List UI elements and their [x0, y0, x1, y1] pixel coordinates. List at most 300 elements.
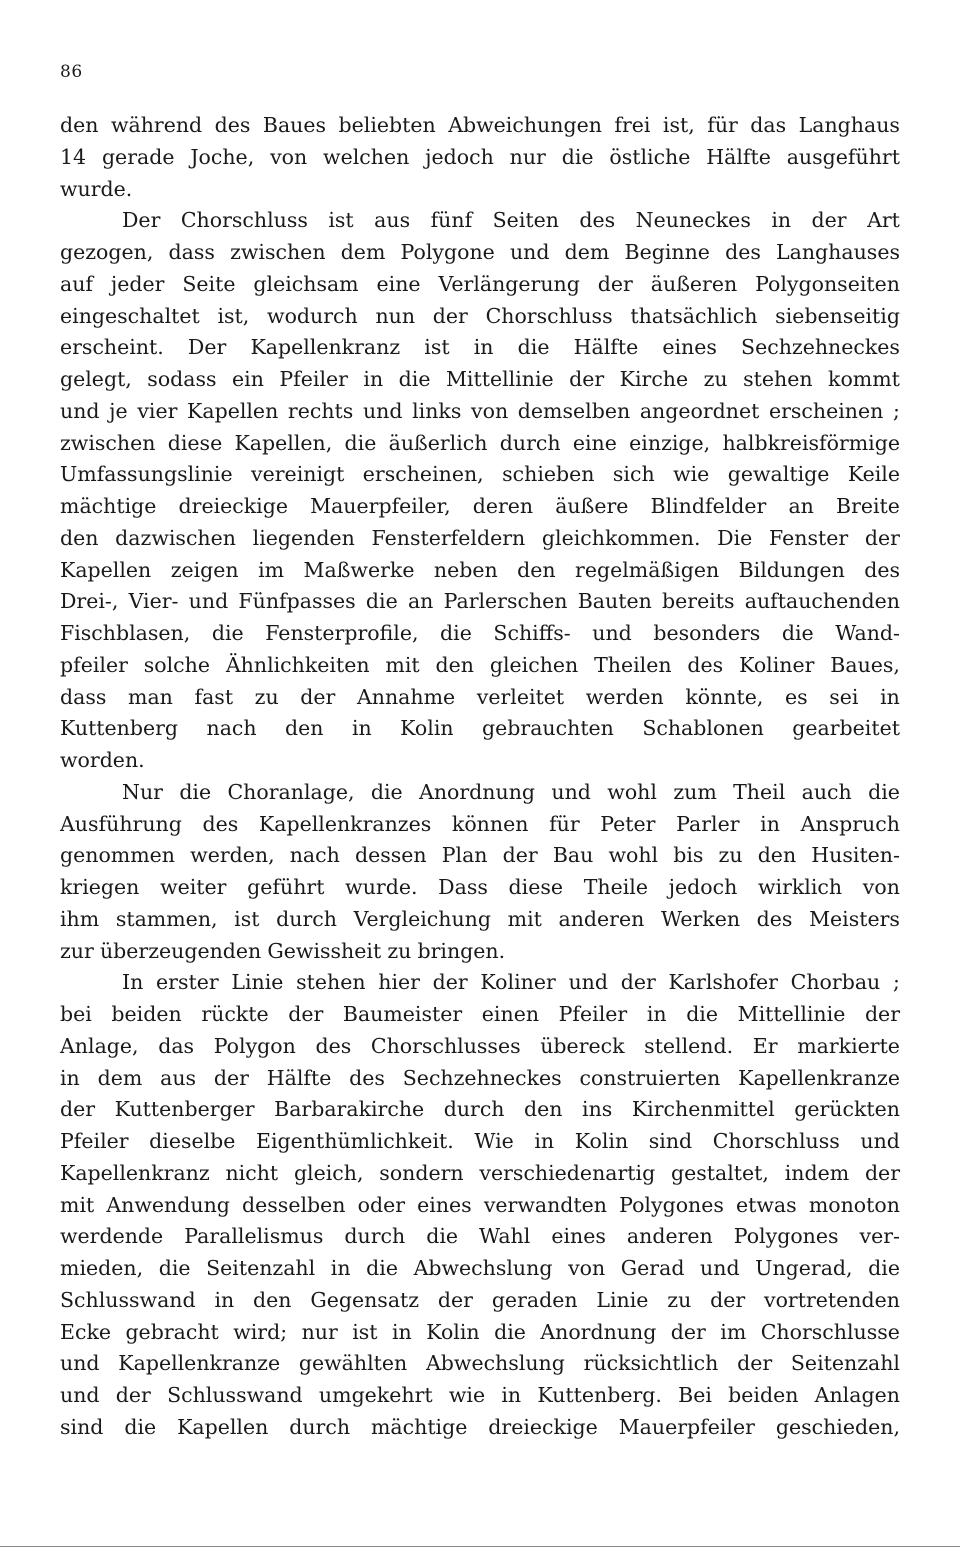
- text-word: die: [517, 335, 550, 360]
- text-word: und: [592, 621, 632, 645]
- text-word: Kirche: [619, 367, 689, 391]
- text-word: Theile: [583, 875, 648, 899]
- text-word: Gegensatz: [310, 1287, 420, 1312]
- text-word: den: [285, 716, 324, 741]
- text-word: ist,: [662, 113, 695, 137]
- text-word: geraden: [491, 1287, 578, 1312]
- text-word: Seitenzahl: [790, 1351, 900, 1376]
- text-word: beliebten: [338, 113, 436, 137]
- text-line: [60, 809, 900, 841]
- text-word: in: [534, 1129, 555, 1153]
- text-word: eine: [572, 430, 617, 455]
- text-word: geschieden,: [775, 1414, 900, 1439]
- text-word: von: [471, 398, 509, 423]
- text-word: eingeschaltet: [60, 303, 200, 328]
- text-line: [60, 1063, 900, 1095]
- text-word: könnte,: [685, 684, 764, 709]
- text-word: der: [620, 970, 656, 995]
- text-word: Kuttenberg: [60, 716, 179, 741]
- text-word: desselben: [242, 1192, 346, 1217]
- text-word: ist: [352, 1319, 378, 1344]
- text-word: Bei: [678, 1383, 712, 1407]
- text-word: diese: [167, 430, 223, 455]
- text-line: [60, 142, 900, 174]
- text-word: wurde.: [60, 176, 133, 201]
- text-word: Husiten-: [811, 843, 900, 868]
- text-word: der: [115, 1383, 151, 1407]
- text-word: zwischen: [230, 240, 326, 264]
- text-word: und: [509, 240, 550, 264]
- text-line: [60, 332, 900, 364]
- text-word: die: [494, 1319, 526, 1344]
- text-word: eines: [417, 1192, 472, 1217]
- text-word: den: [60, 113, 99, 137]
- text-word: die: [366, 1256, 398, 1280]
- text-line: [60, 967, 900, 999]
- text-word: der: [300, 684, 336, 709]
- text-word: die: [124, 1414, 157, 1439]
- text-word: Kapellenkranze: [738, 1065, 900, 1090]
- text-word: in: [473, 335, 494, 360]
- text-word: pfeiler: [60, 652, 128, 677]
- text-line: [60, 364, 900, 396]
- text-word: bei: [60, 1002, 92, 1026]
- text-word: Drei-,: [60, 589, 119, 614]
- text-word: den: [435, 652, 474, 677]
- text-word: jeder: [110, 271, 165, 296]
- text-word: Mauerpfeiler,: [310, 494, 451, 518]
- text-word: Mauerpfeiler: [618, 1414, 755, 1439]
- text-word: durch: [499, 430, 561, 455]
- text-word: Barbarakirche: [274, 1097, 425, 1122]
- text-word: die: [440, 621, 472, 645]
- text-word: mit: [507, 906, 542, 931]
- text-word: Anlage,: [60, 1033, 139, 1058]
- text-word: nach: [206, 716, 257, 741]
- text-word: Wahl: [479, 1224, 531, 1249]
- text-word: kommt: [828, 367, 900, 391]
- text-word: den: [757, 843, 797, 868]
- text-word: eines: [662, 335, 717, 360]
- text-word: Anordnung: [540, 1319, 657, 1344]
- text-line: [60, 491, 900, 523]
- text-line: [60, 650, 900, 682]
- text-word: des: [315, 1033, 352, 1058]
- text-word: mit: [60, 1192, 95, 1217]
- text-word: dem: [564, 240, 610, 264]
- text-word: Langhauses: [776, 240, 900, 264]
- text-word: Kapellen,: [234, 430, 333, 455]
- text-word: deren: [472, 494, 534, 518]
- text-word: Chorbau: [790, 970, 881, 995]
- text-word: zwischen: [60, 430, 156, 455]
- text-word: der: [569, 367, 605, 391]
- text-word: dieselbe: [149, 1129, 236, 1153]
- text-word: Kapellenkranzes: [258, 811, 432, 836]
- text-word: Ähnlichkeiten: [225, 652, 370, 677]
- text-word: dass: [168, 240, 215, 264]
- text-word: gleichen: [489, 652, 579, 677]
- text-word: und: [60, 398, 100, 423]
- text-word: gleich,: [293, 1160, 364, 1185]
- text-word: Abweichungen: [448, 113, 602, 137]
- text-word: vier: [137, 398, 178, 423]
- text-word: des: [725, 240, 761, 264]
- text-line: [60, 618, 900, 650]
- text-word: auftauchenden: [744, 589, 900, 614]
- text-word: aus: [374, 208, 411, 233]
- text-word: Wand-: [835, 621, 900, 645]
- text-word: Pfeiler: [279, 367, 348, 391]
- text-word: dreieckige: [178, 494, 288, 518]
- text-word: eines: [551, 1224, 606, 1249]
- text-line: [60, 1317, 900, 1349]
- text-line: [60, 745, 900, 777]
- text-line: [60, 1348, 900, 1380]
- text-word: äußerlich: [388, 430, 488, 455]
- text-word: Abwechslung: [413, 1256, 553, 1280]
- text-word: Baues,: [830, 652, 900, 677]
- text-word: solche: [143, 652, 210, 677]
- text-word: der: [432, 303, 468, 328]
- text-word: zur: [60, 938, 94, 963]
- text-word: diese: [508, 875, 564, 899]
- text-word: Wie: [474, 1129, 514, 1153]
- text-word: der: [864, 525, 900, 550]
- text-word: Choranlage,: [227, 779, 355, 804]
- text-word: Kapellenkranz: [250, 335, 401, 360]
- text-word: jedoch: [668, 875, 738, 899]
- text-word: 14: [60, 144, 87, 169]
- text-word: können: [451, 811, 529, 836]
- text-word: die: [868, 779, 900, 804]
- text-word: der: [811, 208, 847, 233]
- text-word: wohl: [608, 843, 659, 868]
- text-word: Polygones: [619, 1192, 724, 1217]
- text-word: wohl: [607, 779, 657, 804]
- text-word: Kolin: [426, 1319, 480, 1344]
- text-word: während: [110, 113, 203, 137]
- text-word: die: [781, 621, 814, 645]
- text-word: Kapellen: [187, 398, 279, 423]
- text-word: nicht: [225, 1160, 279, 1185]
- text-word: Fensterprofile,: [265, 621, 419, 645]
- text-word: Parler: [676, 811, 740, 836]
- text-word: den: [524, 1097, 563, 1122]
- text-word: Pfeiler: [558, 1002, 628, 1026]
- text-word: gleichsam: [253, 271, 359, 296]
- text-word: zu: [703, 367, 728, 391]
- text-word: von: [568, 1256, 606, 1280]
- text-word: Parlerschen: [443, 589, 568, 614]
- text-word: Kirchenmittel: [631, 1097, 775, 1122]
- text-line: [60, 428, 900, 460]
- text-word: rechts: [287, 398, 354, 423]
- text-word: der: [864, 1160, 900, 1185]
- text-word: man: [128, 684, 173, 709]
- text-word: nur: [301, 1319, 338, 1344]
- text-word: worden.: [60, 748, 145, 772]
- text-line: [60, 1412, 900, 1444]
- text-word: gleichkommen.: [541, 525, 701, 550]
- page-number: 86: [60, 62, 83, 82]
- text-word: die: [561, 144, 594, 169]
- text-word: In: [122, 970, 144, 995]
- text-word: ist: [328, 208, 354, 233]
- text-word: die: [158, 1256, 191, 1280]
- text-word: erscheinen: [768, 398, 884, 423]
- text-word: und: [860, 1129, 900, 1153]
- text-word: sondern: [379, 1160, 464, 1185]
- text-word: des: [864, 557, 900, 582]
- text-word: des: [349, 1065, 385, 1090]
- text-line: [60, 999, 900, 1031]
- text-word: welchen: [323, 144, 410, 169]
- text-word: des: [579, 208, 616, 233]
- text-line: [60, 904, 900, 936]
- text-word: angeordnet: [639, 398, 760, 423]
- text-line: [60, 1253, 900, 1285]
- text-word: gerade: [101, 144, 175, 169]
- text-word: gerückten: [794, 1097, 900, 1122]
- text-word: Keile: [847, 462, 900, 487]
- text-word: erscheinen,: [362, 462, 484, 487]
- text-word: Seite: [182, 271, 236, 296]
- text-word: Fenster: [769, 525, 849, 550]
- text-word: Werken: [660, 906, 741, 931]
- text-word: der: [710, 1287, 746, 1312]
- text-word: in: [330, 1256, 351, 1280]
- text-word: gearbeitet: [792, 716, 900, 741]
- text-word: die: [398, 367, 431, 391]
- text-word: verschiedenartig: [479, 1160, 656, 1185]
- text-word: und: [362, 398, 403, 423]
- text-line: [60, 713, 900, 745]
- text-word: ver-: [859, 1224, 900, 1249]
- text-word: in: [646, 1002, 667, 1026]
- text-word: ist,: [217, 303, 250, 328]
- text-word: besonders: [653, 621, 761, 645]
- text-word: der: [60, 1097, 96, 1122]
- text-word: Baues: [262, 113, 327, 137]
- text-word: Blindfelder: [650, 494, 767, 518]
- text-word: ist: [424, 335, 450, 360]
- text-word: Fischblasen,: [60, 621, 191, 645]
- text-word: Er: [752, 1033, 778, 1058]
- text-word: Parallelismus: [184, 1224, 324, 1249]
- text-word: durch: [344, 1224, 406, 1249]
- text-word: wie: [673, 462, 710, 487]
- text-word: rücksichtlich: [583, 1351, 719, 1376]
- text-word: stehen: [296, 970, 366, 995]
- text-word: Beginne: [624, 240, 710, 264]
- text-word: der: [288, 1002, 324, 1026]
- text-word: Kapellenkranz: [60, 1160, 210, 1185]
- text-word: Karlshofer: [668, 970, 778, 995]
- text-word: des: [214, 113, 251, 137]
- text-word: durch: [289, 1414, 351, 1439]
- text-line: [60, 586, 900, 618]
- text-line: [60, 110, 900, 142]
- text-word: werden,: [190, 843, 275, 868]
- text-line: [60, 840, 900, 872]
- text-word: sodass: [147, 367, 217, 391]
- text-word: Bau: [552, 843, 594, 868]
- text-word: anderen: [626, 1224, 713, 1249]
- text-word: stammen,: [115, 906, 218, 931]
- text-word: Chorschlusses: [370, 1033, 521, 1058]
- text-word: Kolin: [574, 1129, 629, 1153]
- text-word: Dass: [438, 875, 488, 899]
- text-word: dem: [97, 1065, 143, 1090]
- text-word: Nur: [122, 779, 163, 804]
- text-word: nach: [289, 843, 340, 868]
- text-word: sich: [612, 462, 655, 487]
- text-word: Koliner: [480, 970, 556, 995]
- text-line: [60, 237, 900, 269]
- text-word: Neuneckes: [635, 208, 751, 233]
- text-word: hier: [378, 970, 420, 995]
- text-word: Chorschluss: [712, 1129, 840, 1153]
- text-line: [60, 1380, 900, 1412]
- text-word: Mittellinie: [737, 1002, 846, 1026]
- text-word: frei: [614, 113, 651, 137]
- text-word: in: [214, 1287, 235, 1312]
- text-word: je: [109, 398, 128, 423]
- text-word: ihm: [60, 906, 100, 931]
- text-word: siebenseitig: [775, 303, 900, 328]
- text-word: Linie: [231, 970, 284, 995]
- text-word: gezogen,: [60, 240, 154, 264]
- text-word: markierte: [797, 1033, 900, 1058]
- text-word: Kuttenberger: [114, 1097, 255, 1122]
- text-word: Polygonseiten: [755, 271, 900, 296]
- text-word: Bildungen: [738, 557, 845, 582]
- text-word: Ecke: [60, 1319, 111, 1344]
- text-word: es: [785, 684, 808, 709]
- text-line: [60, 459, 900, 491]
- text-word: Chorschluss: [180, 208, 308, 233]
- text-word: wird;: [233, 1319, 288, 1344]
- text-word: die: [211, 621, 244, 645]
- text-word: der: [864, 1002, 900, 1026]
- text-word: durch: [276, 906, 337, 931]
- text-word: von: [270, 144, 308, 169]
- text-word: Polygones: [733, 1224, 839, 1249]
- text-word: bereits: [662, 589, 735, 614]
- text-word: Hälfte: [266, 1065, 332, 1090]
- text-word: und: [60, 1351, 100, 1376]
- text-word: fünf: [430, 208, 473, 233]
- text-line: [60, 1285, 900, 1317]
- text-word: übereck: [540, 1033, 625, 1058]
- text-word: bis: [673, 843, 704, 868]
- text-word: ausgeführt: [786, 144, 900, 169]
- text-word: der: [737, 1351, 773, 1376]
- text-word: mächtige: [370, 1414, 468, 1439]
- text-word: halbkreisförmige: [722, 430, 900, 455]
- text-word: in: [501, 1383, 522, 1407]
- text-word: des: [756, 906, 793, 931]
- text-word: von: [862, 875, 900, 899]
- text-line: [60, 174, 900, 206]
- text-word: äußere: [555, 494, 629, 518]
- text-word: Art: [867, 208, 900, 233]
- text-word: wirklich: [757, 875, 843, 899]
- text-word: oder: [357, 1192, 406, 1217]
- text-line: [60, 682, 900, 714]
- text-word: Mittellinie: [445, 367, 554, 391]
- text-word: beiden: [728, 1383, 799, 1407]
- text-word: thatsächlich: [630, 303, 758, 328]
- text-word: nur: [509, 144, 546, 169]
- text-word: sind: [648, 1129, 693, 1153]
- text-word: indem: [784, 1160, 850, 1185]
- text-word: Theilen: [594, 652, 672, 677]
- text-word: Schlusswand: [167, 1383, 303, 1407]
- text-word: in: [351, 716, 372, 741]
- text-word: Kolin: [400, 716, 454, 741]
- text-word: erscheint.: [60, 335, 164, 360]
- text-word: neben: [433, 557, 498, 582]
- text-word: jedoch: [425, 144, 494, 169]
- text-word: Schablonen: [642, 716, 764, 741]
- text-word: construierten: [579, 1065, 721, 1090]
- text-word: gelegt,: [60, 367, 132, 391]
- text-word: Sechzehneckes: [402, 1065, 562, 1090]
- text-word: Der: [122, 208, 161, 233]
- text-word: Chorschlusse: [760, 1319, 900, 1344]
- text-word: Plan: [441, 843, 488, 868]
- text-word: zeigen: [170, 557, 239, 582]
- text-line: [60, 269, 900, 301]
- text-word: die: [179, 779, 212, 804]
- text-word: Linie: [596, 1287, 649, 1312]
- text-word: sind: [60, 1414, 104, 1439]
- text-word: ein: [232, 367, 264, 391]
- text-word: auch: [801, 779, 852, 804]
- text-word: die: [344, 430, 377, 455]
- text-word: Fensterfeldern: [371, 525, 526, 550]
- text-word: Vier-: [128, 589, 179, 614]
- text-word: sei: [829, 684, 859, 709]
- text-word: Hälfte: [573, 335, 639, 360]
- text-word: geführt: [247, 875, 325, 899]
- text-word: wurde.: [345, 875, 418, 899]
- text-word: werdende: [60, 1224, 164, 1249]
- text-word: der: [432, 970, 468, 995]
- text-word: gewählten: [298, 1351, 408, 1376]
- text-word: weiter: [160, 875, 227, 899]
- text-line: [60, 1094, 900, 1126]
- text-word: Theil: [733, 779, 786, 804]
- text-word: Meisters: [809, 906, 900, 931]
- text-word: in: [880, 684, 900, 709]
- text-word: Fünfpasses: [238, 589, 356, 614]
- text-word: die: [686, 1002, 718, 1026]
- text-word: Polygone: [400, 240, 495, 264]
- text-word: umgekehrt: [318, 1383, 433, 1407]
- text-word: des: [202, 811, 239, 836]
- text-word: Anspruch: [800, 811, 900, 836]
- text-word: die: [426, 1224, 459, 1249]
- text-word: Der: [187, 335, 227, 360]
- text-word: in: [363, 367, 384, 391]
- text-word: der: [213, 1065, 249, 1090]
- text-word: dessen: [354, 843, 427, 868]
- text-word: Verlängerung: [438, 271, 580, 296]
- text-line: [60, 1190, 900, 1222]
